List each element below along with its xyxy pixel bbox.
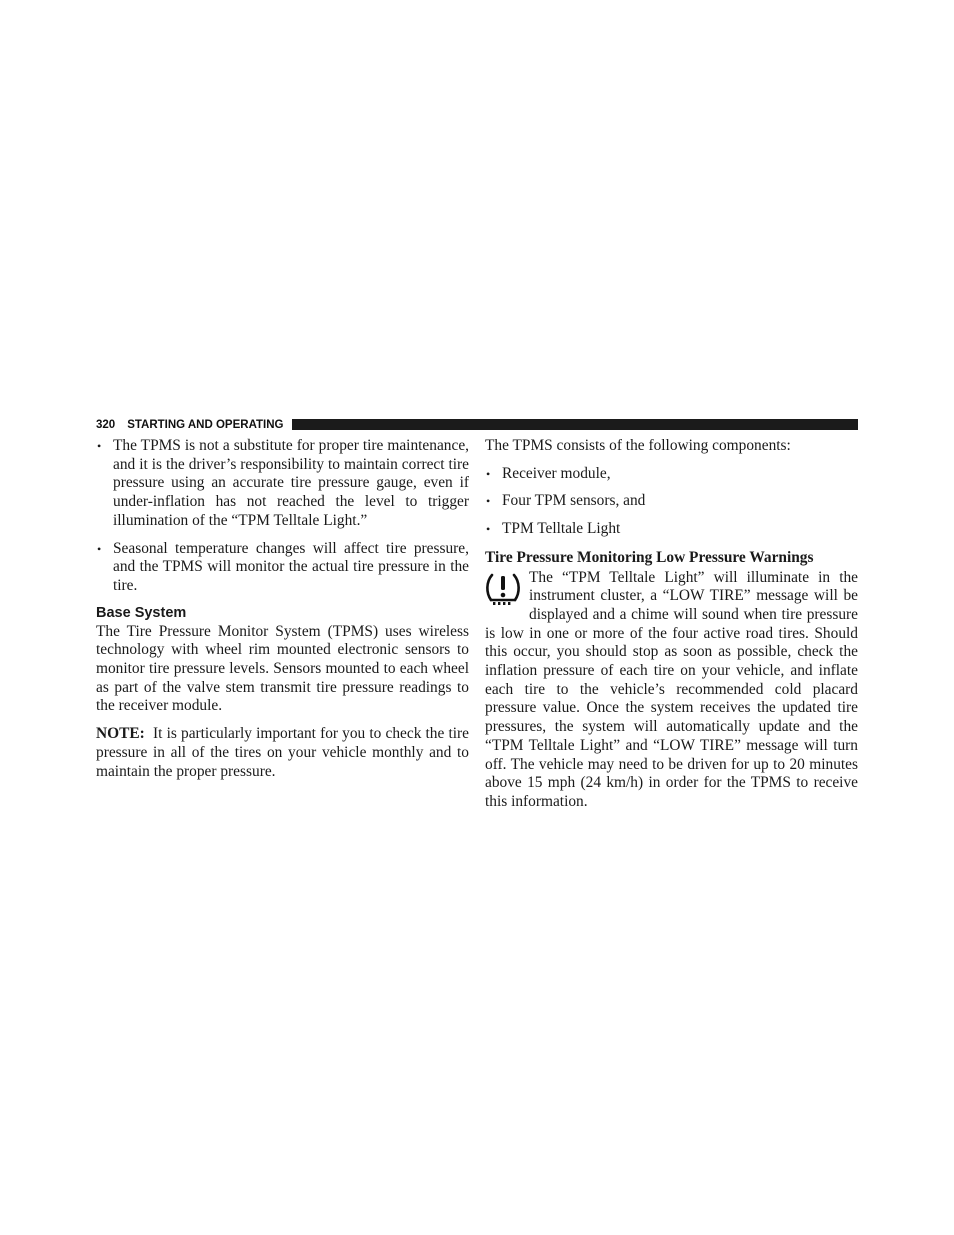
bullet-icon: • — [486, 494, 491, 509]
components-list — [485, 465, 858, 539]
list-item — [485, 492, 858, 511]
list-item — [96, 540, 469, 596]
base-system-paragraph: The Tire Pressure Monitor System (TPMS) uses wireless technology with wheel rim mounted electronic sensors to monitor tire pressure levels. Sensors mounted to each wheel as part of the valve stem transmit tire pressure readings to the receiver module. — [96, 622, 469, 715]
warnings-section — [485, 569, 858, 812]
warnings-paragraph: The “TPM Telltale Light” will illuminate in the instrument cluster, a “LOW TIRE” message will be displayed and a chime will sound when tire pressure is low in one or more of the four active road tires. Should this occur, you should stop as soon as possible, check the inflation pressure of each tire on your vehicle, and inflate each tire to the vehicle’s recommended cold placard pressure value. Once the system receives the updated tire pressures, the system will automatically update and the “TPM Telltale Light” and “LOW TIRE” message will turn off. The vehicle may need to be driven for up to 20 minutes above 15 mph (24 km/h) in order for the TPMS to receive this information. — [485, 568, 858, 810]
component-text: Four TPM sensors, and — [502, 492, 646, 510]
base-system-heading: Base System — [96, 604, 187, 621]
caution-list — [96, 437, 469, 596]
component-text: TPM Telltale Light — [502, 520, 621, 538]
warnings-heading: Tire Pressure Monitoring Low Pressure Warnings — [485, 548, 814, 566]
section-title: STARTING AND OPERATING — [127, 418, 284, 431]
note-label: NOTE: — [96, 725, 145, 743]
bullet-icon: • — [97, 439, 102, 453]
bullet-icon: • — [486, 522, 491, 537]
header-rule — [292, 419, 859, 430]
note-text: It is particularly important for you to check the tire pressure in all of the tires on your vehicle monthly and to maintain the proper pressure. — [96, 725, 469, 780]
bullet-icon: • — [486, 466, 491, 481]
left-column — [96, 437, 469, 781]
bullet-icon: • — [97, 541, 102, 556]
note-paragraph — [96, 725, 469, 781]
right-column — [485, 437, 858, 812]
list-item — [96, 437, 469, 531]
tire-pressure-warning-icon — [485, 571, 521, 607]
page-number: 320 — [96, 418, 116, 431]
component-text: Receiver module, — [502, 464, 611, 482]
bullet-text: Seasonal temperature changes will affect tire pressure, and the TPMS will monitor the actual tire pressure in the tire. — [113, 539, 469, 594]
components-intro: The TPMS consists of the following components: — [485, 437, 791, 454]
page-header — [96, 417, 858, 432]
list-item — [485, 465, 858, 484]
list-item — [485, 520, 858, 539]
bullet-text: The TPMS is not a substitute for proper tire maintenance, and it is the driver’s responsibility to maintain correct tire pressure using an accurate tire pressure gauge, even if under-inflation has not reached the level to trigger illumination of the “TPM Telltale Light.” — [113, 437, 469, 529]
